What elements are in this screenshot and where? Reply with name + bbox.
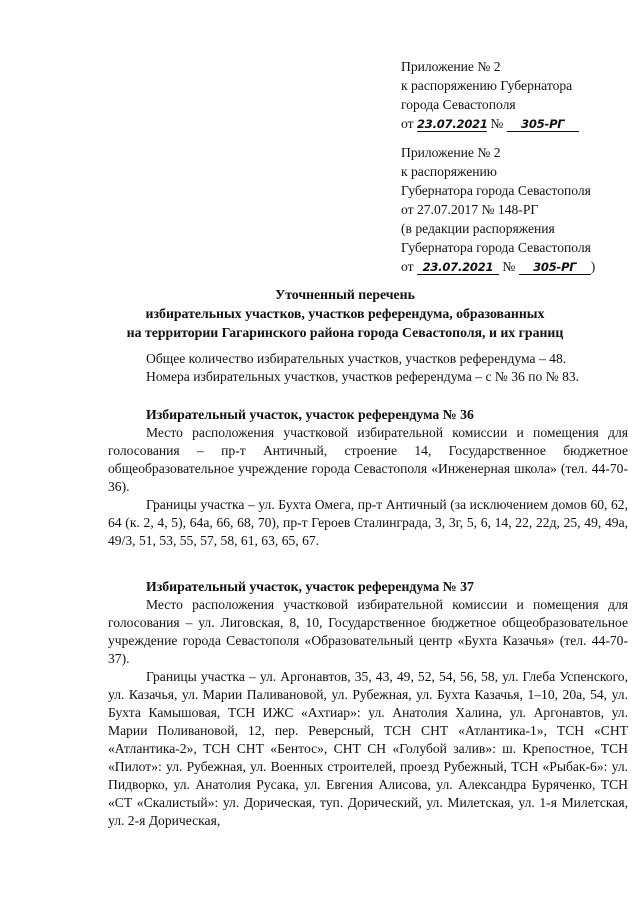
number-prefix: № (490, 116, 504, 131)
title-line: Уточненный перечень (275, 287, 415, 302)
section-heading-36: Избирательный участок, участок референдума № 36 (146, 407, 474, 422)
appendix-date-line (401, 114, 579, 133)
bounds-paragraph-37: Границы участка – ул. Аргонавтов, 35, 43, 49, 52, 54, 56, 58, ул. Глеба Успенского, ул. Казачья, ул. Марии Паливановой, ул. Рубежная, ул. Бухта Казачья, 1–10, 20а, 54, ул. Бухта Камышовая, ТСН ИЖС «Ахтиар»: ул. Анатолия Халина, ул. Аргонавтов, ул. Марии Поливановой, 12, пер. Реверсный, ТСН СНТ «Атлантика-1», ТСН «СНТ «Атлантика-2», ТСН СНТ «Бентос», СНТ СН «Голубой залив»: ш. Крепостное, ТСН «Пилот»: ул. Рубежная, ул. Военных строителей, проезд Рубежный, ТСН «Рыбак-6»: ул. Пидворко, ул. Анатолия Русака, ул. Евгения Алисова, ул. Александра Буряченко, ТСН «СТ «Скалистый»: ул. Дорическая, туп. Дорический, ул. Милетская, ул. 1-я Милетская, ул. 2-я Дорическая, (108, 669, 628, 828)
handwritten-date: 23.07.2021 (416, 117, 488, 131)
date-prefix: от (401, 116, 414, 131)
appendix-ref-line: города Севастополя (401, 97, 516, 112)
appendix-number: Приложение № 2 (401, 59, 501, 74)
location-paragraph-37: Место расположения участковой избирательной комиссии и помещения для голосования – ул. Лиговская, 8, 10, Государственное бюджетное общеобразовательное учреждение города Севастополя «Образовательный центр «Бухта Казачья» (тел. 44-70-37). (108, 597, 628, 666)
document-title (60, 285, 630, 342)
appendix-date-line (401, 257, 595, 276)
appendix-ref-line: к распоряжению (401, 164, 497, 179)
handwritten-date: 23.07.2021 (417, 260, 499, 275)
total-count-paragraph: Общее количество избирательных участков, участков референдума – 48. (146, 351, 567, 366)
handwritten-number: 305-РГ (519, 260, 591, 275)
date-prefix: от (401, 259, 414, 274)
title-line: избирательных участков, участков референдума, образованных (145, 306, 545, 321)
title-line: на территории Гагаринского района города Севастополя, и их границ (126, 325, 564, 340)
handwritten-number: 305-РГ (507, 117, 579, 132)
number-prefix: № (502, 259, 516, 274)
appendix-number: Приложение № 2 (401, 145, 501, 160)
section-heading-37: Избирательный участок, участок референдума № 37 (146, 579, 474, 594)
appendix-ref-line: к распоряжению Губернатора (401, 78, 573, 93)
document-body (108, 350, 628, 830)
appendix-header-current (401, 57, 579, 133)
location-paragraph-36: Место расположения участковой избирательной комиссии и помещения для голосования – пр-т Античный, строение 14, Государственное бюджетное общеобразовательное учреждение города Севастополя «Инженерная школа» (тел. 44-70-36). (108, 425, 628, 494)
numbering-paragraph: Номера избирательных участков, участков референдума – с № 36 по № 83. (146, 369, 580, 384)
appendix-ref-line: Губернатора города Севастополя (401, 183, 591, 198)
closing-parenthesis: ) (590, 259, 596, 274)
appendix-ref-line: (в редакции распоряжения (401, 221, 555, 236)
appendix-ref-line: Губернатора города Севастополя (401, 240, 591, 255)
bounds-paragraph-36: Границы участка – ул. Бухта Омега, пр-т Античный (за исключением домов 60, 62, 64 (к. 2, 4, 5), 64а, 66, 68, 70), пр-т Героев Сталинграда, 3, 3г, 5, 6, 14, 22, 22д, 25, 49, 49а, 49/3, 51, 53, 55, 57, 58, 61, 63, 65, 67. (108, 497, 628, 548)
appendix-ref-line: от 27.07.2017 № 148-РГ (401, 202, 539, 217)
appendix-header-original (401, 143, 595, 276)
